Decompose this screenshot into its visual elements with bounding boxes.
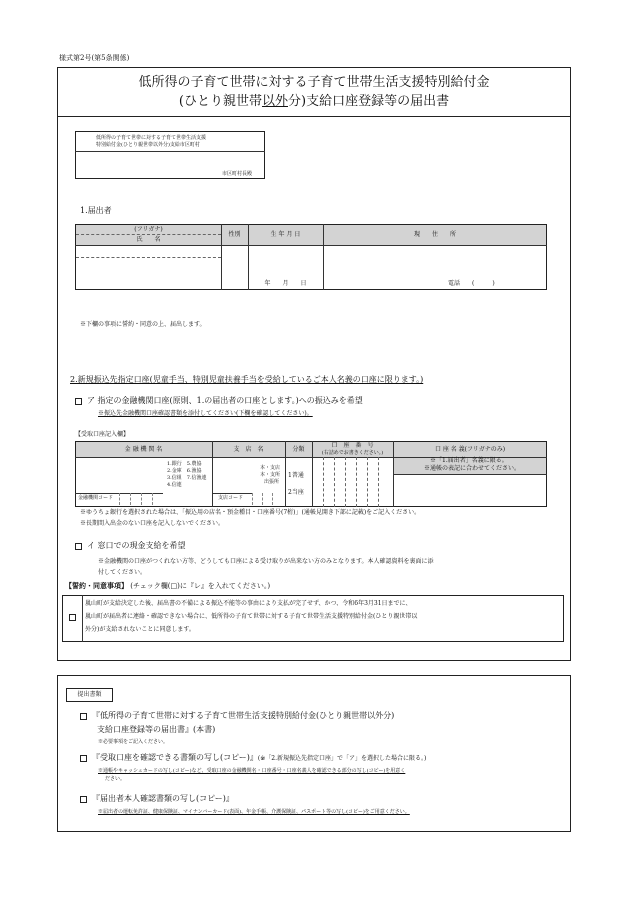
branch-code-digit[interactable] bbox=[252, 493, 258, 505]
consent-note: ※下欄の事項に誓約・同意の上、届出します。 bbox=[80, 321, 206, 328]
account-number-input[interactable] bbox=[313, 458, 392, 506]
form-number: 様式第2号(第5条関係) bbox=[59, 54, 130, 62]
submission-item3-note: ※届出者の運転免許証、健康保険証、マイナンバーカード(表面)、年金手帳、介護保険証、パスポート等の写し(コピー)をご用意ください。 bbox=[98, 809, 410, 815]
submission-heading: 提出書類 bbox=[77, 691, 102, 698]
branch-type-1: 本・支店 bbox=[260, 465, 281, 471]
submission-item1-title2: 支給口座登録等の届出書』(本書) bbox=[97, 725, 216, 734]
submission-item2-title: 『受取口座を確認できる書類の写し(コピー)』(※「2.新規振込先指定口座」で「ア」を選択した場合に限る。) bbox=[92, 753, 427, 762]
holder-header: 口 座 名 義(フリガナのみ) bbox=[434, 446, 506, 453]
furigana-input-divider bbox=[76, 257, 221, 258]
pledge-heading: 【誓約・同意事項】 (チェック欄(□)に『レ』を入れてください。) bbox=[65, 581, 271, 590]
option-a-note: ※振込先金融機関口座確認書類を添付してください(下欄を確認してください)。 bbox=[98, 410, 313, 417]
holder-note1: ※「1.届出者」名義に限る。 bbox=[430, 457, 508, 464]
branch-type-3: 出張所 bbox=[264, 479, 280, 485]
account-holder-input[interactable] bbox=[394, 475, 546, 506]
name-label: 氏 名 bbox=[136, 236, 161, 243]
name-input-area[interactable] bbox=[77, 259, 220, 288]
section1-heading: 1.届出者 bbox=[80, 206, 112, 215]
option-i-checkbox[interactable] bbox=[75, 543, 82, 550]
address-input-area[interactable] bbox=[325, 247, 545, 277]
addressee-divider bbox=[75, 151, 265, 152]
bank-type-2: 2.金庫 6.漁協 bbox=[167, 468, 202, 474]
option-a-label: ア 指定の金融機関口座(原則、1.の届出者の口座とします。)への振込みを希望 bbox=[87, 396, 363, 405]
branch-code-divider bbox=[212, 493, 252, 494]
submission-item1-checkbox[interactable] bbox=[80, 713, 87, 720]
bank-type-4: 4.信連 bbox=[167, 482, 182, 488]
branch-code-label: 支店コード bbox=[218, 495, 244, 501]
submission-item2-checkbox[interactable] bbox=[80, 755, 87, 762]
bank-code-digit[interactable] bbox=[119, 493, 125, 505]
furigana-divider bbox=[76, 234, 221, 235]
account-note-2: ※長期間入出金のない口座を記入しないでください。 bbox=[80, 520, 225, 527]
addressee-line1: 低所得の子育て世帯に対する子育て世帯生活支援 bbox=[96, 135, 207, 141]
option-i-note-line2: 付してください。 bbox=[98, 569, 147, 576]
bank-code-digit[interactable] bbox=[152, 493, 158, 505]
account-heading: 【受取口座記入欄】 bbox=[75, 431, 130, 438]
submission-item1-note: ※必要事項をご記入ください。 bbox=[98, 739, 169, 745]
pledge-line-3: 外分)が支給されないことに同意します。 bbox=[85, 626, 195, 633]
addressee-line2: 特別給付金(ひとり親世帯以外分)支給市区町村 bbox=[96, 142, 200, 148]
bank-type-1: 1.銀行 5.農協 bbox=[167, 461, 202, 467]
addressee-footer: 市区町村長殿 bbox=[222, 171, 253, 177]
section2-heading: 2.新規振込先指定口座(児童手当、特別児童扶養手当を受給しているご本人名義の口座に限ります。) bbox=[70, 375, 424, 384]
account-note-1: ※ゆうちょ銀行を選択された場合は、「振込用の店名・預金種目・口座番号(7桁)」(通帳見開き下部に記載)をご記入ください。 bbox=[80, 509, 421, 516]
option-a-checkbox[interactable] bbox=[75, 398, 82, 405]
holder-note2: ※通帳の表記に合わせてください。 bbox=[424, 465, 521, 472]
applicant-header-divider bbox=[75, 245, 547, 246]
category-header: 分類 bbox=[292, 446, 305, 453]
submission-item3-checkbox[interactable] bbox=[80, 796, 87, 803]
bank-code-digit[interactable] bbox=[141, 493, 147, 505]
pledge-checkbox[interactable] bbox=[69, 614, 76, 621]
account-number-note: (右詰めでお書きください。) bbox=[321, 450, 384, 456]
category-option-2: 2当座 bbox=[288, 489, 304, 496]
option-i-label: イ 窓口での現金支給を希望 bbox=[87, 541, 186, 550]
pledge-line-1: 嵐山町が支給決定した後、届出書の不備による振込不能等の事由により支払が完了せず、かつ、令和6年3月31日までに、 bbox=[85, 600, 412, 607]
submission-item1-title1: 『低所得の子育て世帯に対する子育て世帯生活支援特別給付金(ひとり親世帯以外分) bbox=[92, 711, 395, 720]
branch-type-2: 本・支所 bbox=[260, 472, 281, 478]
bank-code-label: 金融機関コード bbox=[78, 495, 114, 501]
address-label: 現 住 所 bbox=[413, 231, 456, 238]
account-number-header: 口 座 番 号 bbox=[331, 442, 374, 449]
title-separator bbox=[57, 116, 571, 117]
birthdate-label: 生 年 月 日 bbox=[270, 231, 301, 238]
category-option-1: 1普通 bbox=[288, 472, 304, 479]
submission-item2-note1: ※通帳やキャッシュカードの写し(コピー)など、受取口座の金融機関名・口座番号・口座名義人を確認できる部分の写し(コピー)を用意く bbox=[98, 768, 406, 774]
bank-code-digit[interactable] bbox=[130, 493, 136, 505]
birthdate-format: 年 月 日 bbox=[264, 280, 307, 287]
submission-item3-title: 『届出者本人確認書類の写し(コピー)』 bbox=[92, 794, 234, 803]
submission-item2-note2: ださい。 bbox=[105, 776, 126, 782]
bank-name-header: 金 融 機 関 名 bbox=[124, 446, 163, 453]
form-title-line2: (ひとり親世帯以外分)支給口座登録等の届出書 bbox=[178, 94, 450, 109]
branch-code-digit[interactable] bbox=[262, 493, 268, 505]
bank-type-3: 3.信組 7.信漁連 bbox=[167, 475, 207, 481]
gender-label: 性別 bbox=[228, 231, 241, 238]
pledge-line-2: 嵐山町が届出者に連絡・確認できない場合に、低所得の子育て世帯に対する子育て世帯生活支援特別給付金(ひとり親世帯以 bbox=[85, 613, 418, 620]
form-title-line1: 低所得の子育て世帯に対する子育て世帯生活支援特別給付金 bbox=[138, 75, 490, 90]
phone-label: 電話 ( ) bbox=[448, 280, 495, 287]
furigana-label: (フリガナ) bbox=[134, 226, 163, 233]
pledge-divider bbox=[82, 595, 83, 642]
option-i-note-line1: ※金融機関の口座がつくれない方等、どうしても口座による受け取りが出来ない方のみとなります。本人確認資料を裏面に添 bbox=[98, 558, 434, 565]
branch-code-digit[interactable] bbox=[272, 493, 278, 505]
branch-name-header: 支 店 名 bbox=[233, 446, 264, 453]
